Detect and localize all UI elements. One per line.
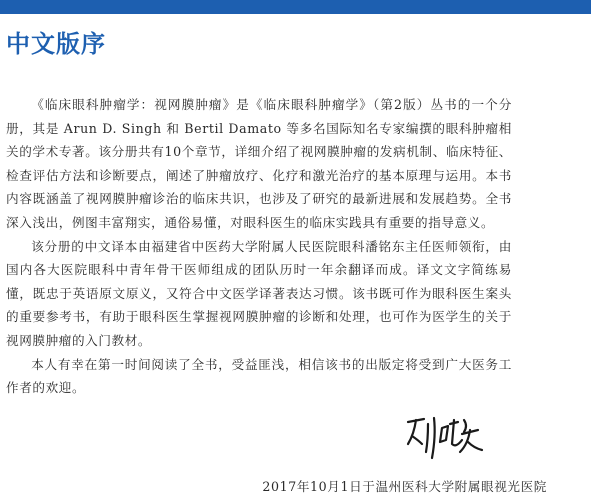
paragraph-1: 《临床眼科肿瘤学：视网膜肿瘤》是《临床眼科肿瘤学》（第2版）丛书的一个分册，其是 Arun D. Singh 和 Bertil Damato 等多名国际知名专家编撰的眼科肿瘤相关的学术专著。该分册共有10个章节，详细介绍了视网膜肿瘤的发病机制、临床特征、检查评估方法和诊断要点，阐述了肿瘤放疗、化疗和激光治疗的基本原理与运用。本书内容既涵盖了视网膜肿瘤诊治的临床共识，也涉及了研究的最新进展和发展趋势。全书深入浅出，例图丰富翔实，通俗易懂，对眼科医生的临床实践具有重要的指导意义。 <box>6 97 512 230</box>
handwritten-signature <box>404 414 484 462</box>
page-title: 中文版序 <box>6 30 106 58</box>
paragraph-2: 该分册的中文译本由福建省中医药大学附属人民医院眼科潘铭东主任医师领衔，由国内各大医院眼科中青年骨干医师组成的团队历时一年余翻译而成。译文文字简练易懂，既忠于英语原文原义，又符合中文医学译著表达习惯。该书既可作为眼科医生案头的重要参考书，有助于眼科医生掌握视网膜肿瘤的诊断和处理，也可作为医学生的关于视网膜肿瘤的入门教材。 <box>6 238 512 348</box>
header-band <box>0 0 591 14</box>
preface-body <box>6 93 512 400</box>
paragraph-3: 本人有幸在第一时间阅读了全书，受益匪浅，相信该书的出版定将受到广大医务工作者的欢迎。 <box>6 356 512 396</box>
date-and-place: 2017年10月1日于温州医科大学附属眼视光医院 <box>262 479 547 494</box>
